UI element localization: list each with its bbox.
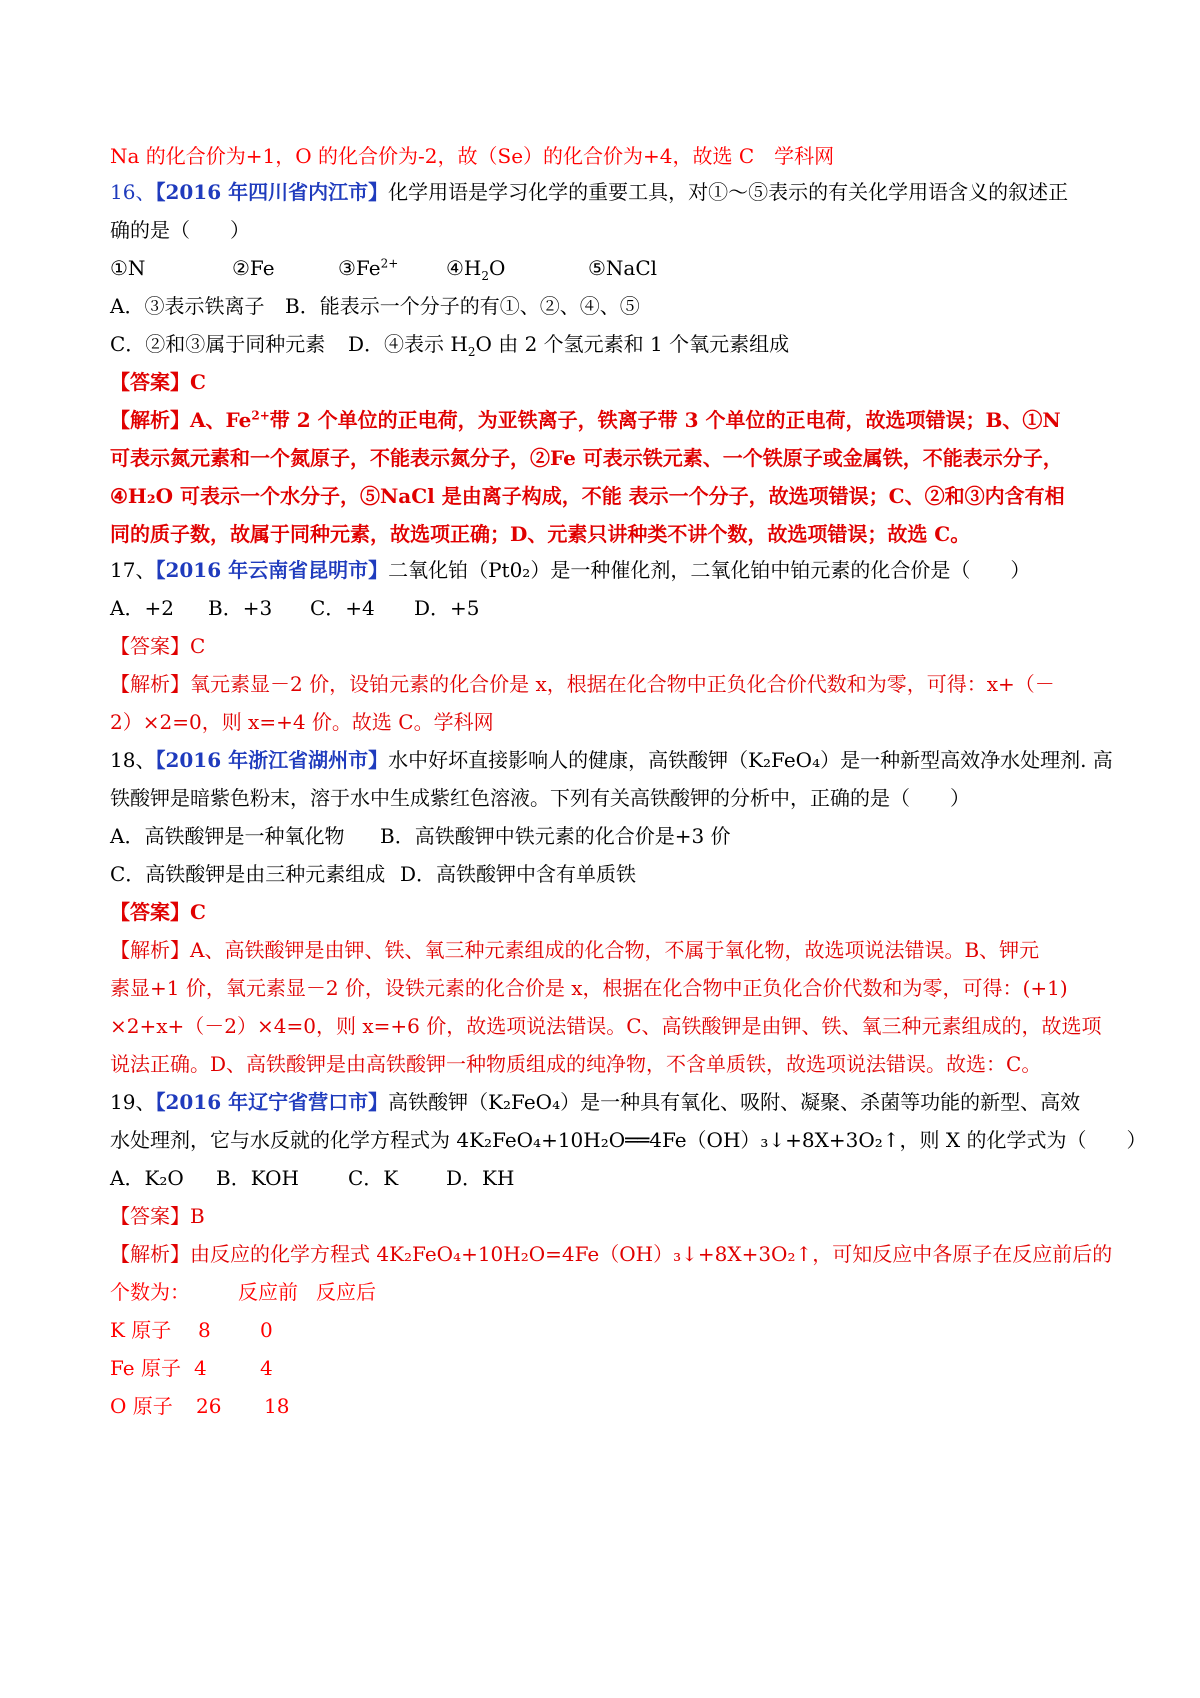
explanation-19-line1: 【解析】由反应的化学方程式 4K₂FeO₄+10H₂O=4Fe（OH）₃↓+8X+3O₂↑，可知反应中各原子在反应前后的 (110, 1242, 1113, 1266)
question-18-options-ab (110, 822, 1120, 850)
option-c: C．高铁酸钾是由三种元素组成 (110, 862, 386, 886)
table-row-before: 4 (194, 1356, 207, 1380)
question-number: 17、 (110, 558, 156, 582)
option-b: B．能表示一个分子的有①、②、④、⑤ (285, 294, 640, 318)
explanation-18-line1: 【解析】A、高铁酸钾是由钾、铁、氧三种元素组成的化合物，不属于氧化物，故选项说法错误。B、钾元 (110, 938, 1040, 962)
explanation-17-line2: 2）×2=0，则 x=+4 价。故选 C。学科网 (110, 710, 494, 734)
question-text: 高铁酸钾（K₂FeO₄）是一种具有氧化、吸附、凝聚、杀菌等功能的新型、高效 (388, 1090, 1081, 1114)
option-b: B．高铁酸钾中铁元素的化合价是+3 价 (380, 824, 731, 848)
option-c: C．+4 (310, 596, 375, 620)
option-d: D．KH (446, 1166, 515, 1190)
table-row-after: 0 (260, 1318, 273, 1342)
table-header-before: 反应前 (238, 1280, 298, 1304)
option-c: C．②和③属于同种元素 (110, 332, 326, 356)
question-16-options-ab (110, 292, 1120, 320)
table-row-after: 18 (264, 1394, 290, 1418)
question-16-options-cd (110, 330, 1120, 358)
table-row-label: K 原子 (110, 1318, 172, 1342)
explanation-16-line4: 同的质子数，故属于同种元素，故选项正确；D、元素只讲种类不讲个数，故选项错误；故选 C。 (110, 522, 971, 546)
answer-19: 【答案】B (110, 1204, 205, 1228)
explanation-17-line1: 【解析】氧元素显－2 价，设铂元素的化合价是 x，根据在化合物中正负化合价代数和为零，可得：x+（－ (110, 672, 1055, 696)
option-b: B．+3 (208, 596, 273, 620)
question-18-options-cd (110, 860, 1120, 888)
question-18-stem-cont: 铁酸钾是暗紫色粉末，溶于水中生成紫红色溶液。下列有关高铁酸钾的分析中，正确的是（ ） (110, 786, 970, 810)
option-a: A．高铁酸钾是一种氧化物 (110, 824, 345, 848)
intro-line: Na 的化合价为+1，O 的化合价为-2，故（Se）的化合价为+4，故选 C 学科网 (110, 144, 835, 168)
question-19-options (110, 1164, 1120, 1192)
question-source: 【2016 年四川省内江市】 (155, 180, 389, 204)
option-b: B．KOH (216, 1166, 299, 1190)
question-text: 化学用语是学习化学的重要工具，对①～⑤表示的有关化学用语含义的叙述正 (388, 180, 1069, 204)
question-16-stem-cont: 确的是（ ） (110, 218, 250, 242)
symbol-item: ③Fe (338, 256, 381, 280)
question-number: 19、 (110, 1090, 156, 1114)
symbol-item: ④H (446, 256, 482, 280)
option-a: A．+2 (110, 596, 174, 620)
question-16-stem (110, 178, 1120, 206)
question-17-stem (110, 556, 1120, 584)
symbol-item: ②Fe (232, 256, 275, 280)
option-c: C．K (348, 1166, 399, 1190)
question-text: 二氧化铂（Pt0₂）是一种催化剂，二氧化铂中铂元素的化合价是（ ） (388, 558, 1031, 582)
table-row-before: 26 (196, 1394, 222, 1418)
question-19-stem-cont: 水处理剂，它与水反就的化学方程式为 4K₂FeO₄+10H₂O══4Fe（OH）₃↓+8X+3O₂↑，则 X 的化学式为（ ） (110, 1128, 1147, 1152)
question-number: 18、 (110, 748, 156, 772)
question-19-stem (110, 1088, 1120, 1116)
option-d: D．高铁酸钾中含有单质铁 (400, 862, 637, 886)
explanation-18-line2: 素显+1 价，氧元素显－2 价，设铁元素的化合价是 x，根据在化合物中正负化合价代数和为零，可得：(+1) (110, 976, 1068, 1000)
table-header-after: 反应后 (316, 1280, 376, 1304)
table-intro: 个数为： (110, 1280, 190, 1304)
question-18-stem (110, 746, 1120, 774)
question-source: 【2016 年浙江省湖州市】 (155, 748, 389, 772)
symbol-item: ①N (110, 256, 146, 280)
question-source: 【2016 年云南省昆明市】 (155, 558, 389, 582)
option-a: A．K₂O (110, 1166, 184, 1190)
subscript: 2 (481, 269, 490, 283)
explanation-16-line2: 可表示氮元素和一个氮原子，不能表示氮分子，②Fe 可表示铁元素、一个铁原子或金属铁，不能表示分子， (110, 446, 1063, 470)
symbol-item-tail: O (489, 256, 506, 280)
question-text: 水中好坏直接影响人的健康，高铁酸钾（K₂FeO₄）是一种新型高效净水处理剂. 高 (388, 748, 1113, 772)
table-row-before: 8 (198, 1318, 211, 1342)
table-row-after: 4 (260, 1356, 273, 1380)
answer-18: 【答案】C (110, 900, 206, 924)
explanation-16-line1: 【解析】A、$Fe^{2+}$带 2 个单位的正电荷，为亚铁离子，铁离子带 3 个单位的正电荷，故选项错误；B、①N (110, 408, 1061, 432)
question-number: 16、 (110, 180, 156, 204)
option-d: D．④表示 $H_2O$ 由 2 个氢元素和 1 个氧元素组成 (348, 332, 790, 359)
table-row-label: O 原子 (110, 1394, 173, 1418)
option-d: D．+5 (414, 596, 480, 620)
question-16-symbols (110, 254, 1120, 282)
explanation-16-line3: ④H₂O 可表示一个水分子，⑤NaCl 是由离子构成，不能 表示一个分子，故选项错误；C、②和③内含有相 (110, 484, 1065, 508)
answer-16: 【答案】C (110, 370, 206, 394)
table-row-label: Fe 原子 (110, 1356, 181, 1380)
option-a: A．③表示铁离子 (110, 294, 265, 318)
symbol-item: ⑤NaCl (588, 256, 658, 280)
question-source: 【2016 年辽宁省营口市】 (155, 1090, 389, 1114)
explanation-18-line4: 说法正确。D、高铁酸钾是由高铁酸钾一种物质组成的纯净物，不含单质铁，故选项说法错误。故选：C。 (110, 1052, 1042, 1076)
answer-17: 【答案】C (110, 634, 206, 658)
question-17-options (110, 594, 1120, 622)
charge-superscript: 2+ (380, 256, 399, 271)
explanation-18-line3: ×2+x+（－2）×4=0，则 x=+6 价，故选项说法错误。C、高铁酸钾是由钾、铁、氧三种元素组成的，故选项 (110, 1014, 1102, 1038)
